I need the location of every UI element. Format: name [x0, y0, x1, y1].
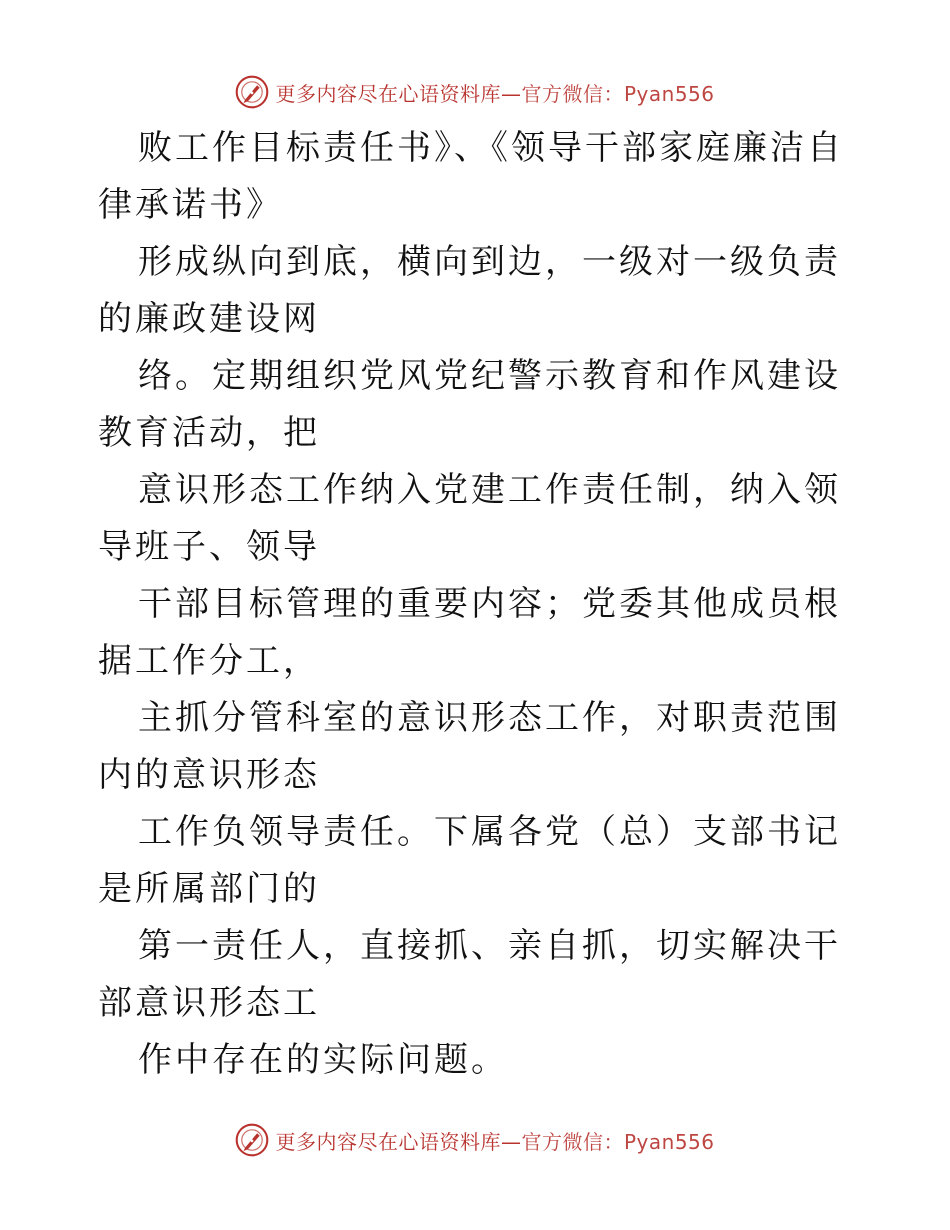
footer-watermark: [0, 1120, 950, 1160]
watermark-text: [275, 78, 714, 107]
paragraph-2: 形成纵向到底，横向到边，一级对一级负责的廉政建设网: [98, 242, 841, 339]
pen-nib-logo-icon: [235, 75, 269, 109]
paragraph-9: 作中存在的实际问题。: [138, 1040, 508, 1080]
watermark-wechat-label: 官方微信：: [521, 1129, 624, 1154]
header-watermark: [0, 72, 950, 112]
watermark-wechat-id: Pyan556: [623, 1129, 715, 1154]
paragraph-4: 意识形态工作纳入党建工作责任制，纳入领导班子、领导: [98, 470, 841, 567]
paragraph-3: 络。定期组织党风党纪警示教育和作风建设教育活动，把: [98, 356, 841, 453]
paragraph-5: 干部目标管理的重要内容；党委其他成员根据工作分工，: [98, 584, 841, 681]
watermark-separator: —: [500, 81, 522, 106]
paragraph-8: 第一责任人，直接抓、亲自抓，切实解决干部意识形态工: [98, 926, 841, 1023]
watermark-wechat-label: 官方微信：: [521, 81, 624, 106]
watermark-separator: —: [500, 1129, 522, 1154]
watermark-brand: 更多内容尽在心语资料库: [275, 1129, 501, 1154]
paragraph-7: 工作负领导责任。下属各党（总）支部书记是所属部门的: [98, 812, 841, 909]
watermark-wechat-id: Pyan556: [623, 81, 715, 106]
watermark-text: [275, 1126, 714, 1155]
paragraph-1: 败工作目标责任书》、《领导干部家庭廉洁自律承诺书》: [98, 128, 844, 225]
paragraph-6: 主抓分管科室的意识形态工作，对职责范围内的意识形态: [98, 698, 841, 795]
watermark-brand: 更多内容尽在心语资料库: [275, 81, 501, 106]
pen-nib-logo-icon: [235, 1123, 269, 1157]
document-body: [98, 120, 858, 1110]
